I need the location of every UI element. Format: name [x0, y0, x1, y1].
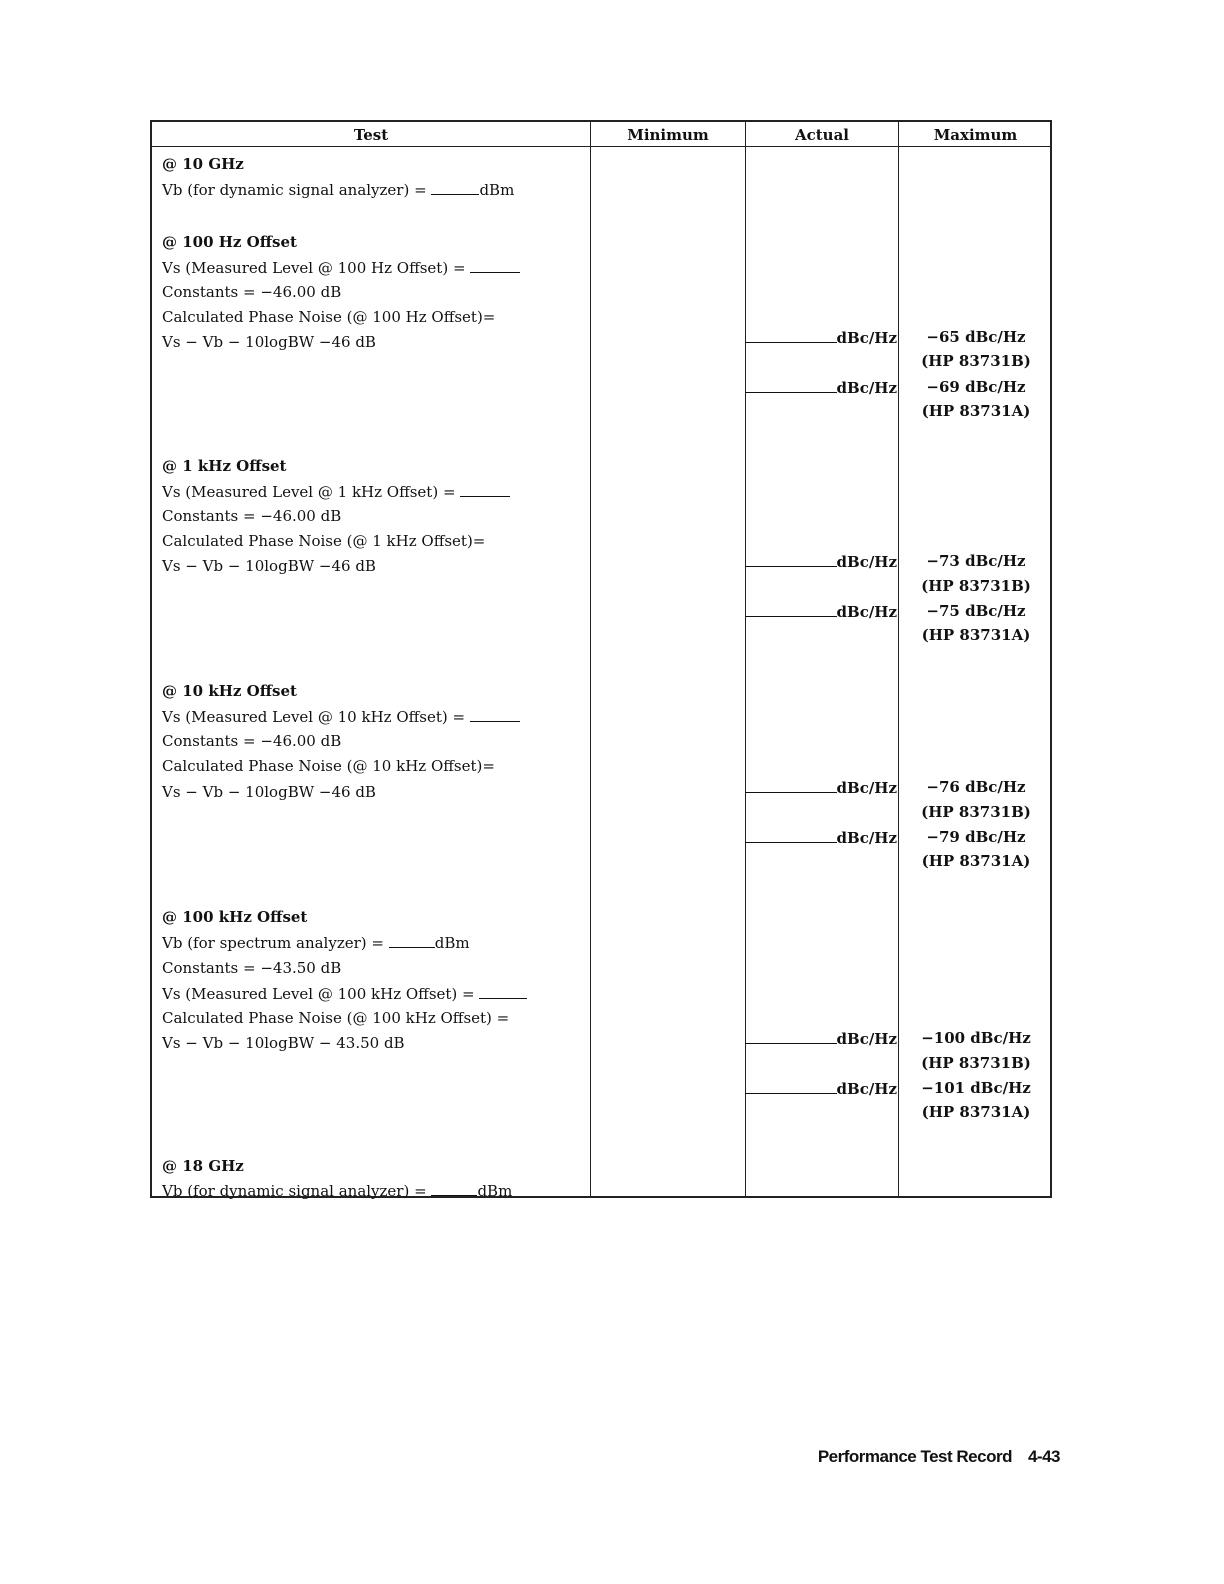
footer-title: Performance Test Record	[817, 1447, 1012, 1466]
blank-field[interactable]	[431, 180, 479, 195]
formula-line: Vs − Vb − 10logBW − 43.50 dB	[162, 1034, 405, 1052]
actual-field[interactable]: dBc/Hz	[745, 328, 897, 347]
vs-line: Vs (Measured Level @ 100 Hz Offset) =	[162, 258, 520, 277]
header-minimum: Minimum	[627, 126, 709, 144]
calc-line: Calculated Phase Noise (@ 100 kHz Offset) =	[162, 1009, 510, 1027]
max-model: (HP 83731A)	[921, 402, 1031, 420]
vb-line: Vb (for spectrum analyzer) = dBm	[162, 934, 470, 952]
page-number: 4-43	[1027, 1447, 1060, 1466]
vs-line: Vs (Measured Level @ 10 kHz Offset) =	[162, 707, 520, 726]
vb-line: Vb (for dynamic signal analyzer) = dBm	[162, 181, 515, 199]
header-divider	[152, 146, 1050, 147]
header-test: Test	[353, 126, 389, 144]
max-model: (HP 83731B)	[921, 1054, 1031, 1072]
vs-line: Vs (Measured Level @ 100 kHz Offset) =	[162, 984, 527, 1003]
actual-field[interactable]: dBc/Hz	[745, 378, 897, 397]
max-value: −69 dBc/Hz	[926, 378, 1026, 396]
max-model: (HP 83731A)	[921, 852, 1031, 870]
performance-test-record-table	[150, 120, 1052, 1198]
column-divider	[590, 122, 591, 1196]
max-value: −100 dBc/Hz	[921, 1029, 1031, 1047]
max-value: −79 dBc/Hz	[926, 828, 1026, 846]
actual-field[interactable]: dBc/Hz	[745, 552, 897, 571]
blank-field[interactable]	[470, 707, 520, 722]
actual-field[interactable]: dBc/Hz	[745, 828, 897, 847]
blank-field[interactable]	[389, 933, 435, 948]
formula-line: Vs − Vb − 10logBW −46 dB	[162, 783, 376, 801]
max-model: (HP 83731B)	[921, 577, 1031, 595]
max-value: −75 dBc/Hz	[926, 602, 1026, 620]
max-model: (HP 83731A)	[921, 1103, 1031, 1121]
vs-line: Vs (Measured Level @ 1 kHz Offset) =	[162, 482, 510, 501]
calc-line: Calculated Phase Noise (@ 1 kHz Offset)=	[162, 532, 486, 550]
constants-line: Constants = −46.00 dB	[162, 507, 342, 525]
max-value: −76 dBc/Hz	[926, 778, 1026, 796]
actual-field[interactable]: dBc/Hz	[745, 778, 897, 797]
header-actual: Actual	[794, 126, 850, 144]
section-title: @ 10 GHz	[162, 155, 244, 173]
formula-line: Vs − Vb − 10logBW −46 dB	[162, 557, 376, 575]
calc-line: Calculated Phase Noise (@ 10 kHz Offset)=	[162, 757, 495, 775]
page-footer	[818, 1447, 1060, 1467]
calc-line: Calculated Phase Noise (@ 100 Hz Offset)=	[162, 308, 496, 326]
constants-line: Constants = −46.00 dB	[162, 732, 342, 750]
section-title: @ 100 kHz Offset	[162, 908, 308, 926]
section-title: @ 1 kHz Offset	[162, 457, 287, 475]
formula-line: Vs − Vb − 10logBW −46 dB	[162, 333, 376, 351]
max-value: −73 dBc/Hz	[926, 552, 1026, 570]
max-model: (HP 83731B)	[921, 803, 1031, 821]
section-title: @ 10 kHz Offset	[162, 682, 297, 700]
header-maximum: Maximum	[933, 126, 1018, 144]
blank-field[interactable]	[460, 482, 510, 497]
max-model: (HP 83731B)	[921, 352, 1031, 370]
max-value: −101 dBc/Hz	[921, 1079, 1031, 1097]
blank-field[interactable]	[479, 984, 527, 999]
max-value: −65 dBc/Hz	[926, 328, 1026, 346]
actual-field[interactable]: dBc/Hz	[745, 1029, 897, 1048]
constants-line: Constants = −43.50 dB	[162, 959, 342, 977]
blank-field[interactable]	[431, 1181, 477, 1196]
section-title: @ 100 Hz Offset	[162, 233, 297, 251]
actual-field[interactable]: dBc/Hz	[745, 1079, 897, 1098]
max-model: (HP 83731A)	[921, 626, 1031, 644]
constants-line: Constants = −46.00 dB	[162, 283, 342, 301]
vb-line: Vb (for dynamic signal analyzer) = dBm	[162, 1182, 513, 1200]
section-title: @ 18 GHz	[162, 1157, 244, 1175]
blank-field[interactable]	[470, 258, 520, 273]
actual-field[interactable]: dBc/Hz	[745, 602, 897, 621]
